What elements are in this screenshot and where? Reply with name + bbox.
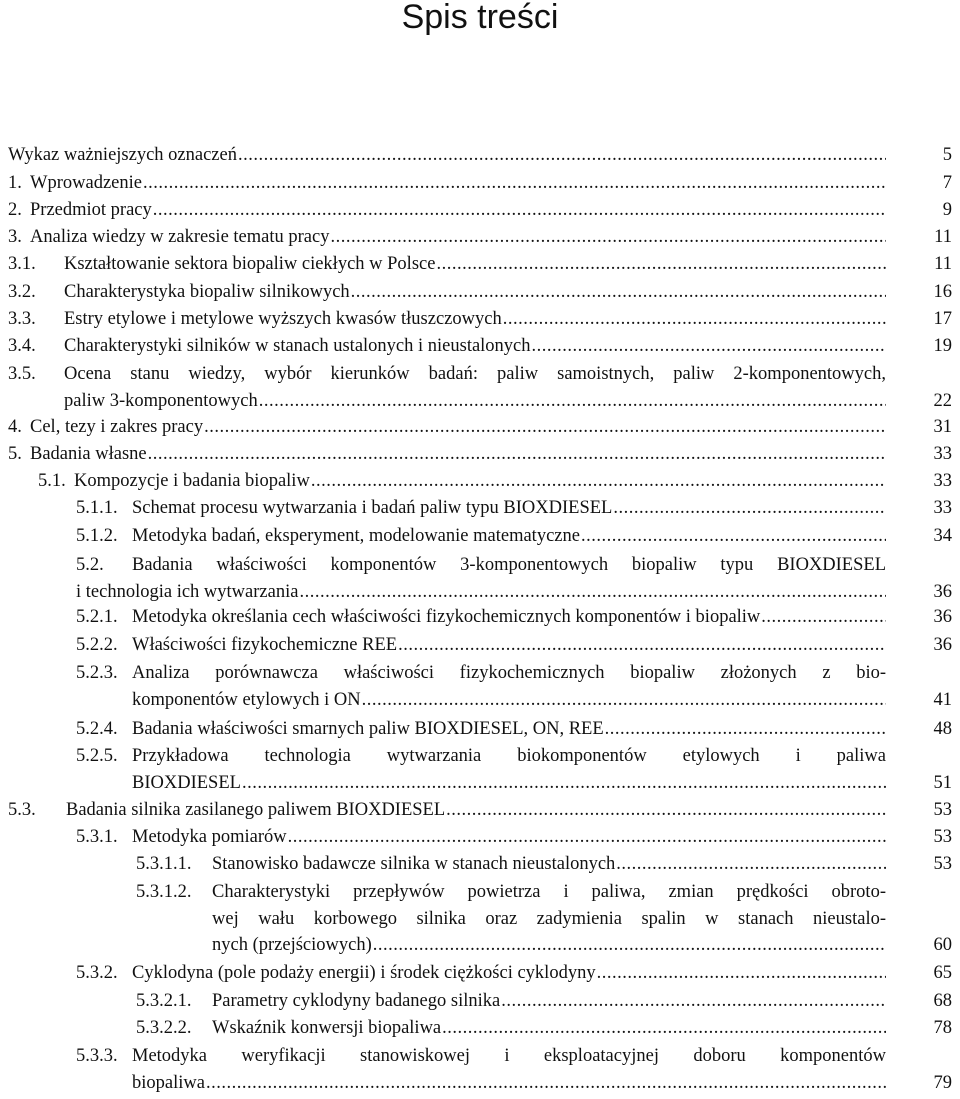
- toc-entry: [132, 634, 886, 656]
- toc-entry-page-number: 53: [933, 827, 952, 847]
- toc-entry-number: 4.: [8, 417, 22, 437]
- toc-entry-page-number: 17: [933, 309, 952, 329]
- dot-leader: [436, 253, 886, 275]
- toc-entry-page-number: 9: [942, 200, 952, 220]
- toc-entry: [30, 416, 886, 438]
- toc-entry-title: Badania silnika zasilanego paliwem BIOXDIESEL: [66, 800, 446, 820]
- toc-entry-page-number: 36: [933, 607, 952, 627]
- toc-entry-number: 3.2.: [8, 282, 36, 302]
- toc-entry-number: 5.3.3.: [76, 1046, 118, 1066]
- toc-entry-number: 5.1.: [38, 471, 66, 491]
- toc-entry-page-number: 65: [933, 963, 952, 983]
- toc-entry-title: BIOXDIESEL: [132, 772, 241, 793]
- toc-entry: [74, 470, 886, 492]
- dot-leader: [442, 1017, 886, 1039]
- toc-entry-page-number: 51: [933, 772, 952, 793]
- toc-entry-page-number: 78: [933, 1018, 952, 1038]
- toc-entry: [8, 144, 886, 166]
- toc-entry-title: Charakterystyka biopaliw silnikowych: [64, 282, 350, 302]
- toc-entry-title: nych (przejściowych): [212, 935, 372, 955]
- dot-leader: [581, 525, 886, 547]
- toc-entry: [212, 853, 886, 875]
- toc-entry-number: 5.3.1.2.: [136, 882, 192, 902]
- dot-leader: [259, 390, 886, 412]
- dot-leader: [532, 335, 886, 357]
- toc-entry-page-number: 53: [933, 800, 952, 820]
- toc-entry-continuation: [76, 581, 886, 603]
- toc-entry: [212, 1017, 886, 1039]
- toc-entry-title: Analiza wiedzy w zakresie tematu pracy: [30, 227, 330, 247]
- toc-entry-page-number: 11: [934, 254, 952, 274]
- toc-entry-page-number: 41: [933, 689, 952, 710]
- toc-entry-title: Przedmiot pracy: [30, 200, 152, 220]
- toc-entry-page-number: 33: [933, 444, 952, 464]
- dot-leader: [616, 853, 886, 875]
- dot-leader: [351, 281, 886, 303]
- dot-leader: [362, 689, 886, 711]
- toc-entry-title: Schemat procesu wytwarzania i badań paliw typu BIOXDIESEL: [132, 498, 613, 518]
- toc-entry-number: 3.: [8, 227, 22, 247]
- toc-entry-continuation: [132, 689, 886, 711]
- dot-leader: [503, 308, 886, 330]
- toc-entry-title: Cyklodyna (pole podaży energii) i środek ciężkości cyklodyny: [132, 963, 596, 983]
- dot-leader: [311, 470, 886, 492]
- toc-entry-number: 3.1.: [8, 254, 36, 274]
- dot-leader: [613, 497, 886, 519]
- toc-entry: [132, 745, 886, 767]
- toc-entry-title: Charakterystyki silników w stanach ustalonych i nieustalonych: [64, 336, 531, 356]
- toc-entry-page-number: 34: [933, 526, 952, 546]
- toc-entry-title: Właściwości fizykochemiczne REE: [132, 635, 398, 655]
- toc-entry: [132, 662, 886, 684]
- toc-entry-number: 5.3.2.: [76, 963, 118, 983]
- toc-entry-page-number: 11: [934, 227, 952, 247]
- toc-entry-number: 5.2.1.: [76, 607, 118, 627]
- toc-entry-page-number: 33: [933, 498, 952, 518]
- dot-leader: [373, 934, 886, 956]
- dot-leader: [204, 416, 886, 438]
- toc-entry-title: Charakterystyki przepływów powietrza i paliwa, zmian prędkości obroto-: [212, 882, 886, 902]
- toc-entry-page-number: 36: [933, 581, 952, 602]
- toc-entry-continuation: [64, 390, 886, 412]
- toc-entry-page-number: 33: [933, 471, 952, 491]
- toc-entry-title: Analiza porównawcza właściwości fizykochemicznych biopaliw złożonych z bio-: [132, 663, 886, 683]
- toc-entry-page-number: 53: [933, 854, 952, 874]
- toc-entry-number: 5.3.1.: [76, 827, 118, 847]
- toc-entry-title: Metodyka określania cech właściwości fizykochemicznych komponentów i biopaliw: [132, 607, 761, 627]
- toc-entry-number: 5.2.2.: [76, 635, 118, 655]
- toc-entry: [212, 990, 886, 1012]
- toc-entry-number: 5.: [8, 444, 22, 464]
- toc-entry-number: 5.3.: [8, 800, 36, 820]
- toc-entry-page-number: 7: [942, 173, 952, 193]
- toc-entry: [64, 335, 886, 357]
- toc-entry-title: Badania własne: [30, 444, 147, 464]
- dot-leader: [242, 772, 886, 794]
- toc-entry: [30, 199, 886, 221]
- toc-entry-title: Badania właściwości komponentów 3-komponentowych biopaliw typu BIOXDIESEL: [132, 555, 886, 575]
- toc-entry-title: Ocena stanu wiedzy, wybór kierunków badań: paliw samoistnych, paliw 2-komponentowych,: [64, 364, 886, 384]
- toc-entry: [64, 281, 886, 303]
- dot-leader: [597, 962, 886, 984]
- toc-entry-title: Metodyka pomiarów: [132, 827, 287, 847]
- toc-entry-number: 2.: [8, 200, 22, 220]
- dot-leader: [288, 826, 886, 848]
- toc-entry-number: 5.2.3.: [76, 663, 118, 683]
- toc-entry-continuation: [212, 908, 886, 930]
- toc-entry-continuation: [212, 934, 886, 956]
- toc-entry-page-number: 5: [942, 145, 952, 165]
- toc-entry-title: i technologia ich wytwarzania: [76, 581, 299, 602]
- toc-entry-number: 5.2.4.: [76, 719, 118, 739]
- toc-entry-page-number: 31: [933, 417, 952, 437]
- toc-entry-title: Kompozycje i badania biopaliw: [74, 471, 310, 491]
- toc-entry-title: Cel, tezy i zakres pracy: [30, 417, 204, 437]
- dot-leader: [501, 990, 886, 1012]
- dot-leader: [605, 718, 886, 740]
- toc-entry-title: Parametry cyklodyny badanego silnika: [212, 991, 501, 1011]
- toc-entry-number: 5.3.2.2.: [136, 1018, 192, 1038]
- toc-entry-page-number: 36: [933, 635, 952, 655]
- dot-leader: [299, 581, 886, 603]
- toc-entry-title: Stanowisko badawcze silnika w stanach nieustalonych: [212, 854, 616, 874]
- toc-entry-number: 3.4.: [8, 336, 36, 356]
- toc-entry-title: Badania właściwości smarnych paliw BIOXDIESEL, ON, REE: [132, 719, 604, 739]
- toc-entry-title: Metodyka weryfikacji stanowiskowej i eksploatacyjnej doboru komponentów: [132, 1046, 886, 1066]
- toc-entry: [66, 799, 886, 821]
- toc-entry: [132, 962, 886, 984]
- page-title: Spis treści: [401, 0, 559, 36]
- toc-entry-title: Estry etylowe i metylowe wyższych kwasów tłuszczowych: [64, 309, 502, 329]
- toc-entry: [132, 525, 886, 547]
- toc-entry-page-number: 68: [933, 991, 952, 1011]
- toc-entry: [64, 308, 886, 330]
- toc-entry-continuation: [132, 772, 886, 794]
- dot-leader: [206, 1072, 886, 1094]
- toc-entry-title: Kształtowanie sektora biopaliw ciekłych w Polsce: [64, 254, 436, 274]
- toc-entry-title: wej wału korbowego silnika oraz zadymienia spalin w stanach nieustalo-: [212, 908, 886, 929]
- toc-entry-page-number: 60: [933, 935, 952, 955]
- dot-leader: [153, 199, 886, 221]
- dot-leader: [330, 226, 886, 248]
- toc-entry-page-number: 79: [933, 1072, 952, 1093]
- toc-entry-page-number: 48: [933, 719, 952, 739]
- toc-entry: [132, 1045, 886, 1067]
- toc-entry-number: 5.3.1.1.: [136, 854, 192, 874]
- toc-entry: [132, 826, 886, 848]
- toc-entry-title: komponentów etylowych i ON: [132, 689, 361, 710]
- dot-leader: [148, 443, 886, 465]
- toc-entry-title: Wskaźnik konwersji biopaliwa: [212, 1018, 442, 1038]
- toc-entry-number: 5.2.5.: [76, 746, 118, 766]
- toc-entry-number: 5.1.2.: [76, 526, 118, 546]
- dot-leader: [761, 606, 886, 628]
- dot-leader: [446, 799, 886, 821]
- toc-entry-number: 5.2.: [76, 555, 104, 575]
- toc-entry-number: 3.5.: [8, 364, 36, 384]
- toc-entry-number: 3.3.: [8, 309, 36, 329]
- toc-entry-title: Metodyka badań, eksperyment, modelowanie matematyczne: [132, 526, 580, 546]
- toc-entry-title: Wprowadzenie: [30, 173, 142, 193]
- toc-entry-number: 5.1.1.: [76, 498, 118, 518]
- toc-entry: [132, 554, 886, 576]
- toc-entry: [132, 606, 886, 628]
- toc-entry: [132, 497, 886, 519]
- dot-leader: [238, 144, 886, 166]
- toc-entry-page-number: 16: [933, 282, 952, 302]
- toc-entry: [64, 363, 886, 385]
- toc-entry: [30, 443, 886, 465]
- toc-entry-number: 5.3.2.1.: [136, 991, 192, 1011]
- toc-entry: [30, 226, 886, 248]
- dot-leader: [398, 634, 886, 656]
- toc-entry: [30, 172, 886, 194]
- toc-entry-number: 1.: [8, 173, 22, 193]
- dot-leader: [143, 172, 886, 194]
- toc-entry: [132, 718, 886, 740]
- toc-entry: [212, 881, 886, 903]
- toc-entry-title: Przykładowa technologia wytwarzania biokomponentów etylowych i paliwa: [132, 746, 886, 766]
- toc-entry-page-number: 22: [933, 390, 952, 411]
- toc-entry-title: biopaliwa: [132, 1072, 205, 1093]
- toc-entry-title: paliw 3-komponentowych: [64, 390, 258, 411]
- toc-entry-page-number: 19: [933, 336, 952, 356]
- toc-entry-continuation: [132, 1072, 886, 1094]
- toc-entry: [64, 253, 886, 275]
- toc-entry-title: Wykaz ważniejszych oznaczeń: [8, 145, 237, 165]
